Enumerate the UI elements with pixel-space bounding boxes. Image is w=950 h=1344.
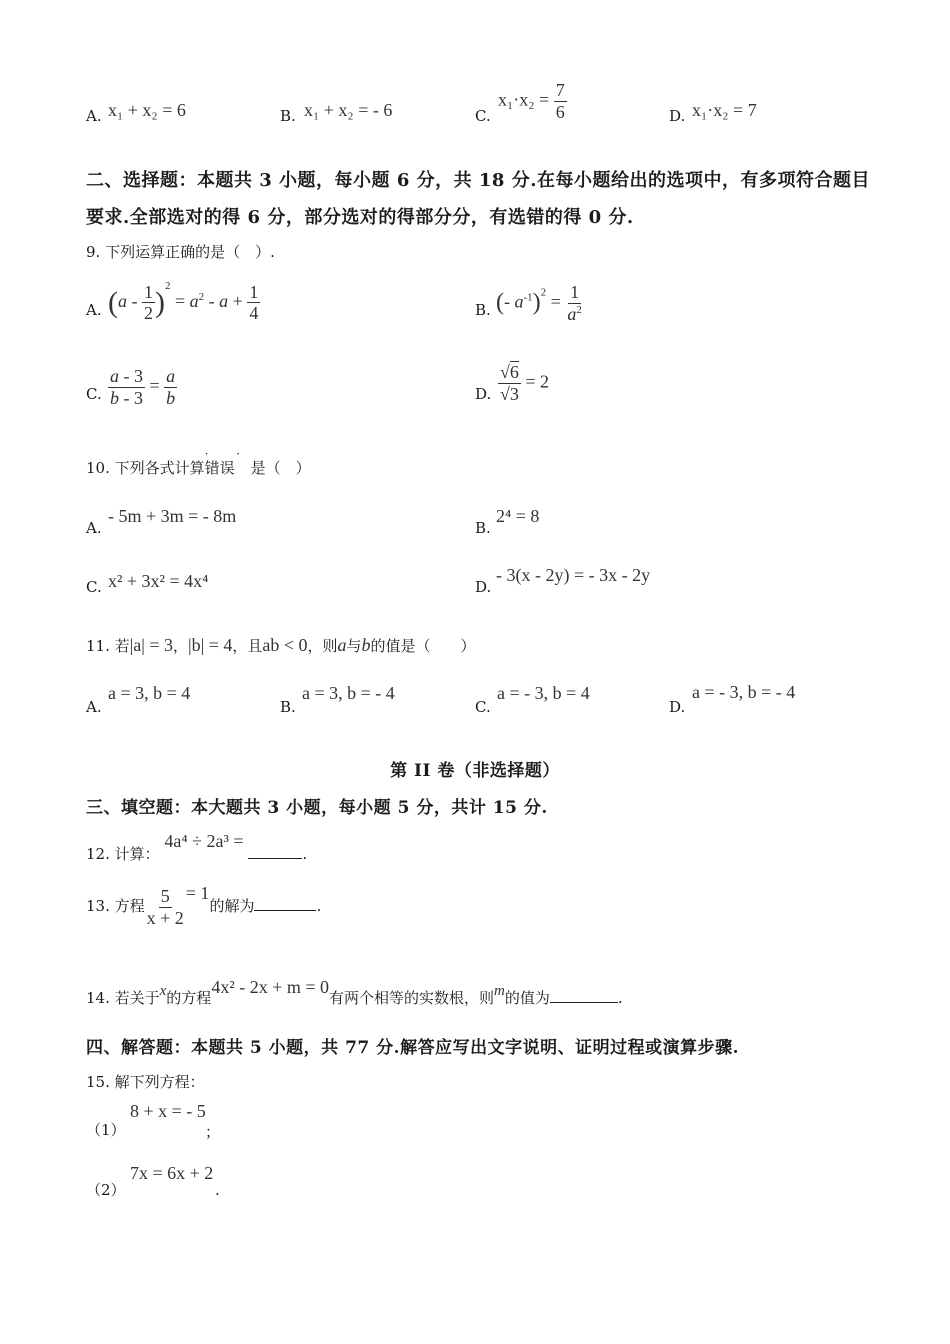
q10-option-c-label: C.	[86, 578, 102, 596]
q15-part1-label: （1）	[86, 1121, 126, 1139]
q9-option-c-label: C.	[86, 385, 102, 403]
q10-option-b-label: B.	[475, 519, 491, 537]
q15-stem: 15. 解下列方程：	[86, 1073, 205, 1091]
q11-option-b-expr: a = 3, b = - 4	[302, 683, 395, 703]
section2-heading-line2: 要求.全部选对的得 6 分，部分选对的得部分分，有选错的得 0 分.	[86, 207, 634, 228]
q12: 12. 计算： 4a⁴ ÷ 2a³ = .	[86, 831, 308, 863]
q9-option-b-expr: (- $a^{-1})^2$ = $\frac{1}{a^2}$	[496, 282, 582, 324]
q9-option-a-expr: (a - $\frac{1}{2}$ )$^2 = a^2 - a$ + $\frac{1}{4}$	[108, 280, 259, 324]
q15-part2-expr: 7x = 6x + 2	[130, 1163, 214, 1183]
q10-option-a-label: A.	[86, 519, 102, 537]
q11-option-c-label: C.	[475, 698, 491, 716]
q9-option-d-label: D.	[475, 385, 492, 403]
q8-option-a-expr: x₁ + x₂ = 6	[108, 100, 186, 120]
q14: 14. 若关于x的方程4x² - 2x + m = 0有两个相等的实数根，则m的值为 .	[86, 977, 623, 1007]
q9-option-d-expr: $\frac{√6}{√3}$ = 2	[500, 362, 550, 404]
q11-option-c-expr: a = - 3, b = 4	[497, 683, 590, 703]
q10-stem-emphasis: 错误	[204, 459, 235, 477]
q15-part2-end: .	[215, 1181, 220, 1199]
q14-answer-blank[interactable]	[550, 986, 618, 1003]
q10-option-b-expr: 2⁴ = 8	[496, 506, 540, 526]
q11-option-d-expr: a = - 3, b = - 4	[692, 682, 796, 702]
q10-option-d-expr: - 3(x - 2y) = - 3x - 2y	[496, 565, 651, 585]
q8-option-d-label: D.	[669, 107, 686, 125]
q11-option-b-label: B.	[280, 698, 296, 716]
q8-option-a-label: A.	[86, 107, 102, 125]
q9-stem: 9. 下列运算正确的是（ ）.	[86, 243, 275, 261]
q8-option-b-label: B.	[280, 107, 296, 125]
q11-stem: 11. 若|a| = 3，|b| = 4，且ab < 0，则a与b的值是（ ）	[86, 635, 476, 655]
q10-option-a-expr: - 5m + 3m = - 8m	[108, 506, 237, 526]
q13: 13. 方程 $\frac{5}{x + 2}$ = 1的解为 .	[86, 883, 322, 928]
part2-title: 第 II 卷（非选择题）	[390, 761, 560, 781]
q9-option-b-label: B.	[475, 301, 491, 319]
q15-part1-expr: 8 + x = - 5	[130, 1101, 206, 1121]
q8-option-c-expr: x₁·x₂ = $\frac{7}{6}$	[498, 80, 565, 122]
section3-heading: 三、填空题：本大题共 3 小题，每小题 5 分，共计 15 分.	[86, 798, 548, 818]
q12-answer-blank[interactable]	[248, 842, 302, 859]
q10-option-c-expr: x² + 3x² = 4x⁴	[108, 571, 209, 591]
q8-option-d-expr: x₁·x₂ = 7	[692, 100, 757, 120]
q15-part1-end: ；	[205, 1123, 221, 1141]
q9-option-c-expr: $\frac{a - 3}{b - 3}$ = $\frac{a}{b}$	[110, 366, 176, 408]
q13-answer-blank[interactable]	[254, 894, 316, 911]
q8-option-c-label: C.	[475, 107, 491, 125]
q9-option-a-label: A.	[86, 301, 102, 319]
q11-option-a-label: A.	[86, 698, 102, 716]
q10-stem: 10. 下列各式计算 · · 错误 是（ ）	[86, 447, 311, 477]
q11-option-d-label: D.	[669, 698, 686, 716]
q11-option-a-expr: a = 3, b = 4	[108, 683, 191, 703]
q10-option-d-label: D.	[475, 578, 492, 596]
section2-heading-line1: 二、选择题：本题共 3 小题，每小题 6 分，共 18 分.在每小题给出的选项中，有多项符合题目	[86, 170, 870, 191]
q15-part2-label: （2）	[86, 1181, 126, 1199]
section4-heading: 四、解答题：本题共 5 小题，共 77 分.解答应写出文字说明、证明过程或演算步骤.	[86, 1038, 739, 1058]
q8-option-b-expr: x₁ + x₂ = - 6	[304, 100, 393, 120]
